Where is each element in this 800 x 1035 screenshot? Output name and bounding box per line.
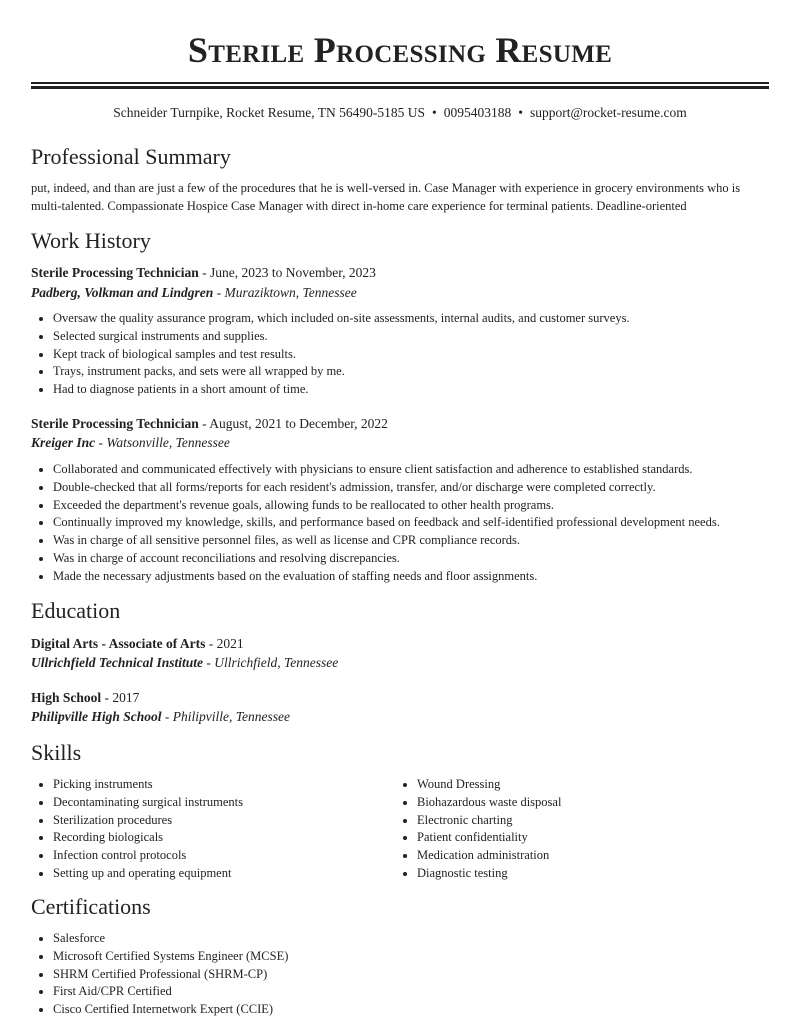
list-item: • Diagnostic testing [417,865,561,883]
certifications-list [31,930,288,1019]
title-rule-thick [31,86,769,89]
education-degree: Digital Arts - Associate of Arts [31,636,206,651]
list-item: • SHRM Certified Professional (SHRM-CP) [53,966,288,984]
summary-text: put, indeed, and than are just a few of the procedures that he is well-versed in. Case Manager with experience in grocery environments who is multi-talented. Compassionate Hospice Case Manager with direct in-home care experience for terminal patients. Deadline-oriented [31,181,741,213]
education-school-line [31,708,769,726]
list-item: • Electronic charting [417,812,561,830]
list-item: • Sterilization procedures [53,812,243,830]
list-item: • Continually improved my knowledge, skills, and performance based on feedback and self-identified professional development needs. [53,514,720,532]
contact-email: support@rocket-resume.com [529,105,687,120]
skills-heading: Skills [31,740,82,765]
education-year: - 2017 [101,690,140,705]
education-school: Ullrichfield Technical Institute [31,655,204,670]
job-company: Kreiger Inc [31,435,96,450]
education-degree-line [31,689,769,707]
education-school: Philipville High School [31,709,162,724]
title-rule-thin [31,82,769,84]
list-item: • Medication administration [417,847,561,865]
job-dates: - June, 2023 to November, 2023 [198,265,376,280]
education-year: - 2021 [205,636,244,651]
list-item: • Trays, instrument packs, and sets were all wrapped by me. [53,363,630,381]
education-degree: High School [31,690,102,705]
job-bullets [31,461,720,586]
list-item: • Cisco Certified Internetwork Expert (CCIE) [53,1001,288,1019]
list-item: • First Aid/CPR Certified [53,983,288,1001]
summary-heading: Professional Summary [31,144,231,169]
job-company-line [31,434,769,452]
contact-phone: 0095403188 [443,105,512,120]
list-item: • Kept track of biological samples and test results. [53,346,630,364]
skills-list-left [31,776,243,883]
education-location: - Philipville, Tennessee [161,709,290,724]
education-school-line [31,654,769,672]
list-item: • Setting up and operating equipment [53,865,243,883]
list-item: • Had to diagnose patients in a short amount of time. [53,381,630,399]
list-item: • Oversaw the quality assurance program, which included on-site assessments, internal audits, and customer surveys. [53,310,630,328]
list-item: • Salesforce [53,930,288,948]
job-role: Sterile Processing Technician [31,265,199,280]
list-item: • Double-checked that all forms/reports for each resident's admission, transfer, and/or discharge were completed correctly. [53,479,720,497]
list-item: • Wound Dressing [417,776,561,794]
job-title-line [31,415,769,433]
list-item: • Infection control protocols [53,847,243,865]
job-location: - Muraziktown, Tennessee [213,285,357,300]
education-degree-line [31,635,769,653]
job-company: Padberg, Volkman and Lindgren [31,285,214,300]
list-item: • Microsoft Certified Systems Engineer (MCSE) [53,948,288,966]
contact-line [31,104,769,122]
list-item: • Was in charge of account reconciliations and resolving discrepancies. [53,550,720,568]
work-history-heading: Work History [31,228,151,253]
list-item: • Made the necessary adjustments based on the evaluation of staffing needs and floor assignments. [53,568,720,586]
job-location: - Watsonville, Tennessee [95,435,230,450]
list-item: • Was in charge of all sensitive personnel files, as well as license and CPR compliance records. [53,532,720,550]
list-item: • Collaborated and communicated effectively with physicians to ensure client satisfaction and adherence to established standards. [53,461,720,479]
contact-address: Schneider Turnpike, Rocket Resume, TN 56490-5185 US [113,105,425,120]
list-item: • Biohazardous waste disposal [417,794,561,812]
skills-list-right [395,776,561,883]
contact-separator: • [518,105,523,120]
list-item: • Decontaminating surgical instruments [53,794,243,812]
job-bullets [31,310,630,399]
job-company-line [31,284,769,302]
resume-title: Sterile Processing Resume [187,30,613,70]
list-item: • Patient confidentiality [417,829,561,847]
job-role: Sterile Processing Technician [31,416,199,431]
certifications-heading: Certifications [31,894,151,919]
job-title-line [31,264,769,282]
job-dates: - August, 2021 to December, 2022 [198,416,388,431]
list-item: • Exceeded the department's revenue goals, allowing funds to be reallocated to other health programs. [53,497,720,515]
education-heading: Education [31,598,121,623]
education-location: - Ullrichfield, Tennessee [203,655,339,670]
contact-separator: • [432,105,437,120]
list-item: • Recording biologicals [53,829,243,847]
list-item: • Selected surgical instruments and supplies. [53,328,630,346]
list-item: • Picking instruments [53,776,243,794]
